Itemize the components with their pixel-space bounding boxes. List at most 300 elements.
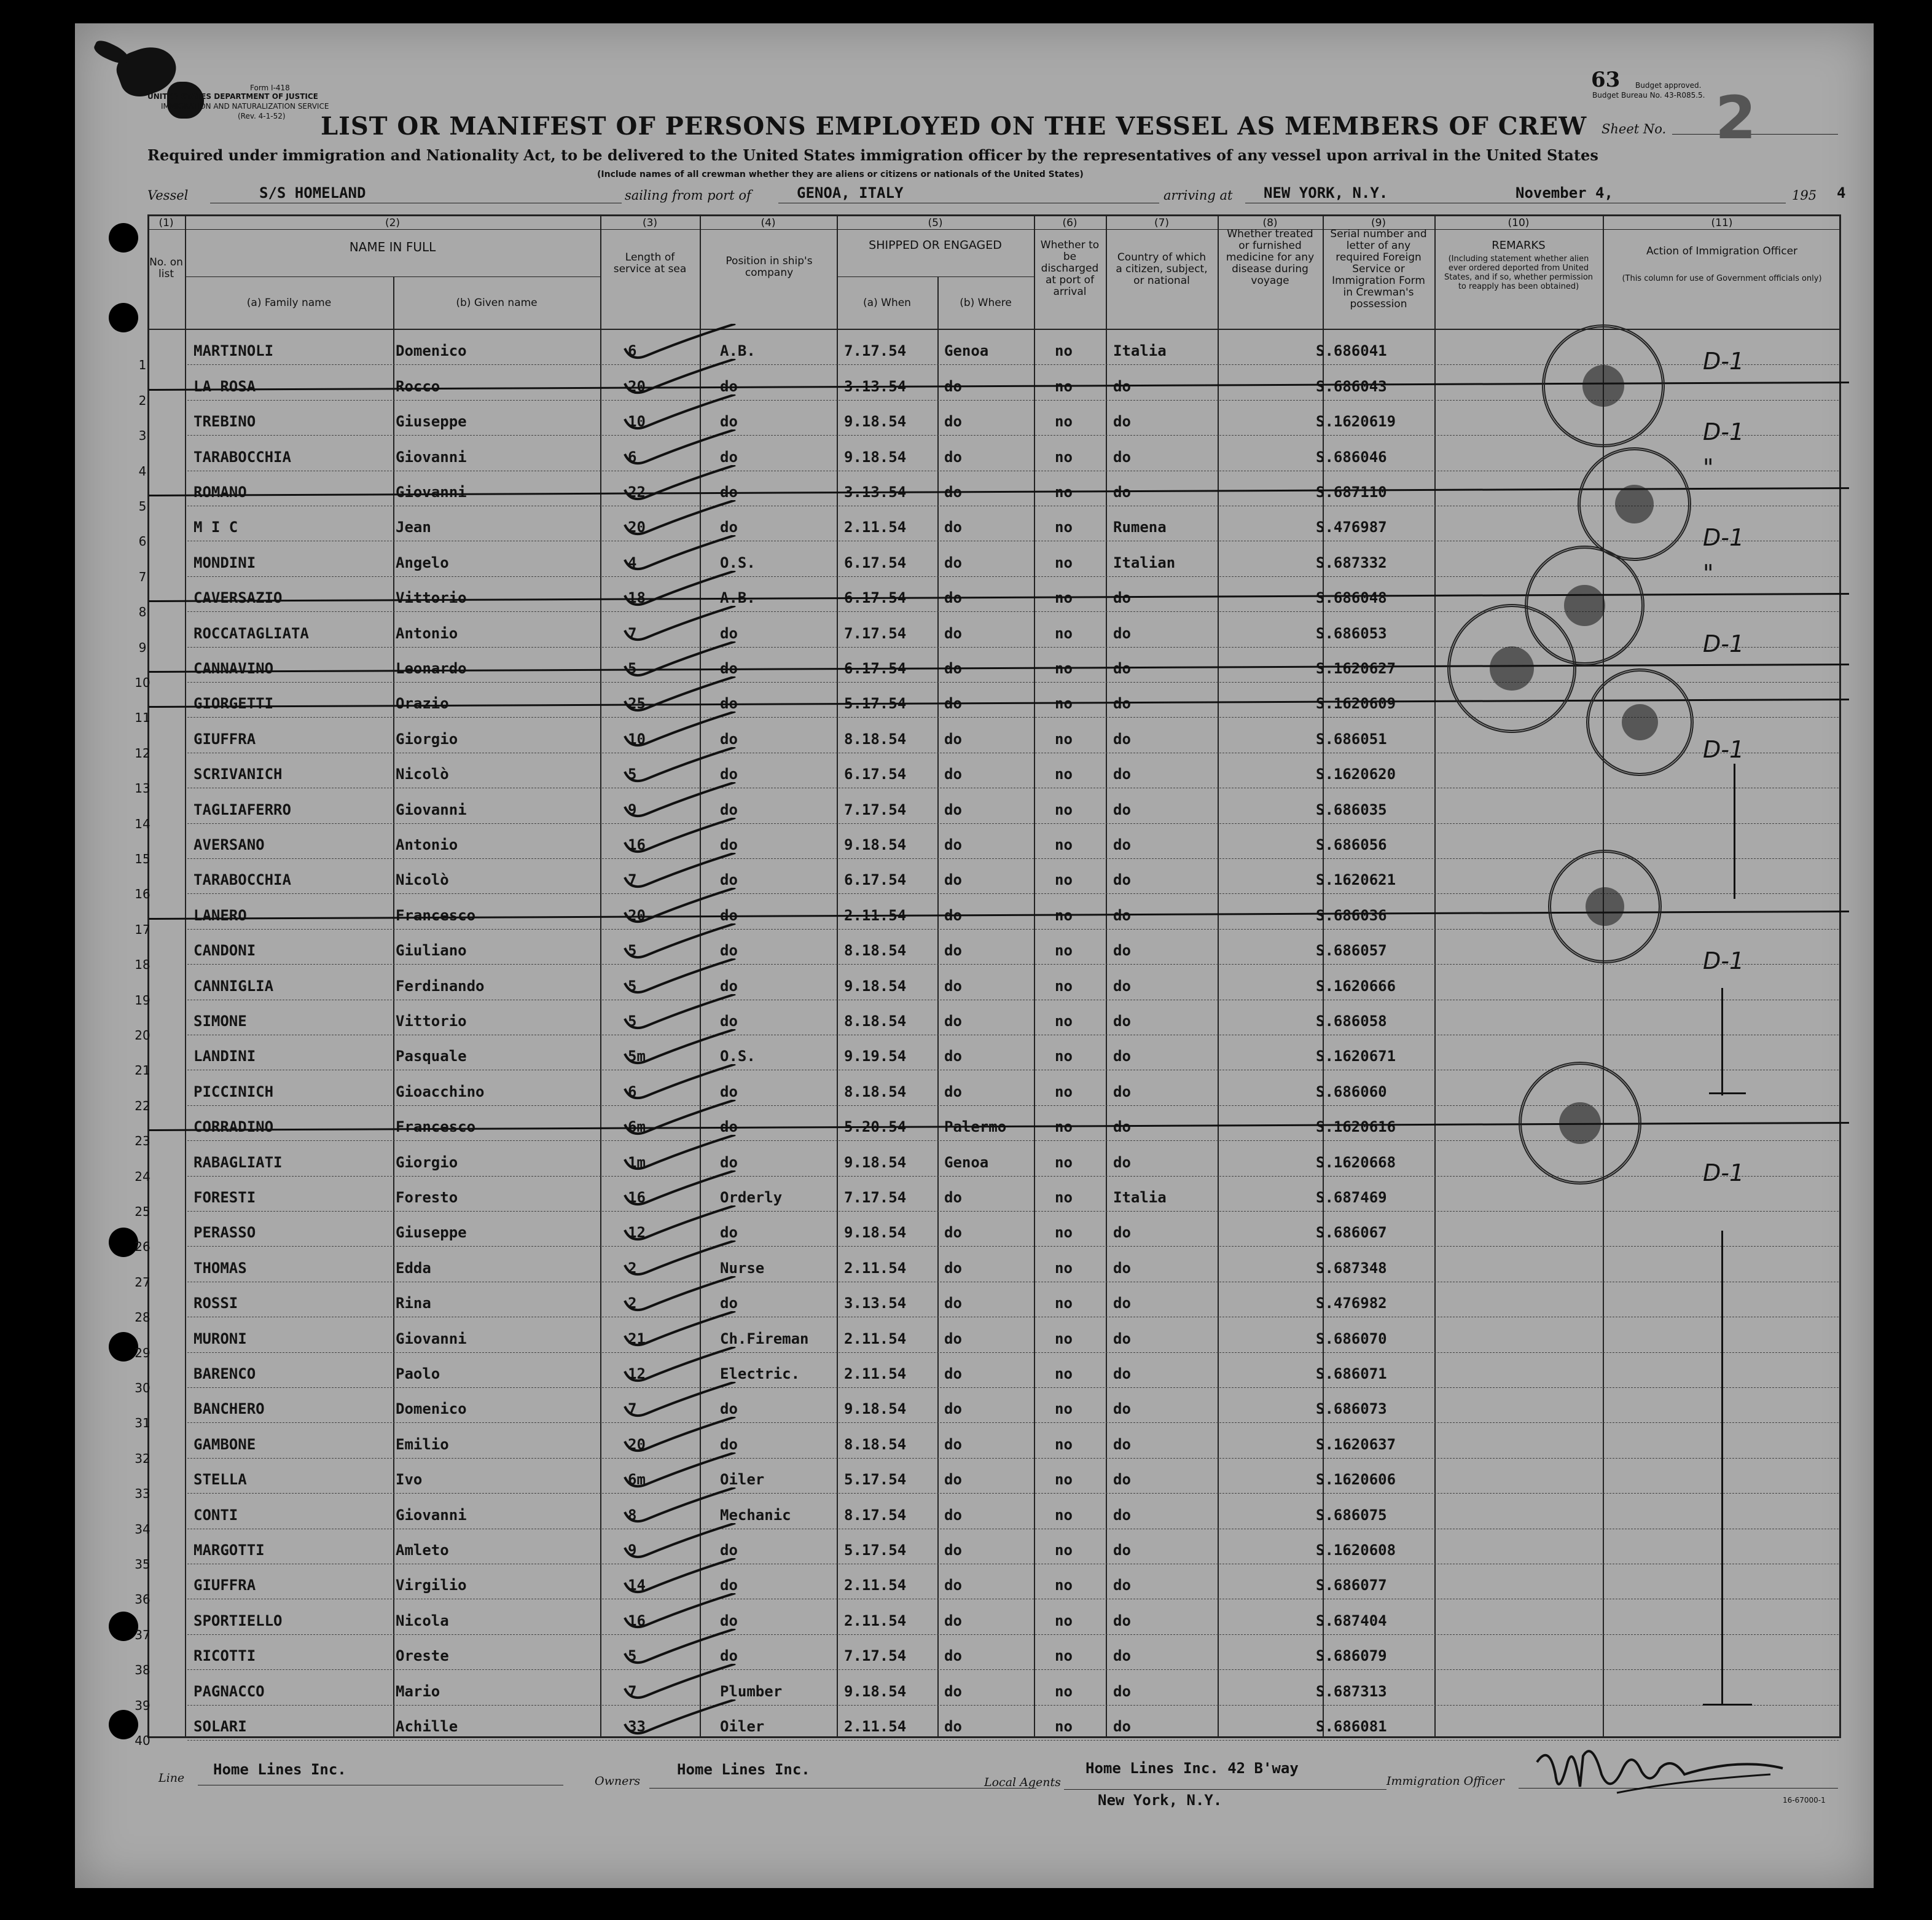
cell-service: 20 (628, 377, 646, 395)
cell-service: 5 (628, 1012, 637, 1030)
agency-line: UNITED STATES DEPARTMENT OF JUSTICE (147, 92, 318, 101)
year-suffix: 4 (1837, 184, 1846, 202)
col-header-no: No. on list (149, 256, 183, 280)
cell-position: do (720, 1577, 738, 1594)
page-title: LIST OR MANIFEST OF PERSONS EMPLOYED ON THE VESSEL AS MEMBERS OF CREW (321, 112, 1587, 141)
cell-family: CONTI (194, 1506, 238, 1524)
cell-given: Ferdinando (396, 977, 485, 995)
cell-family: M I C (194, 519, 238, 536)
row-number: 17 (135, 922, 151, 937)
cell-given: Francesco (396, 1118, 476, 1136)
cell-service: 10 (628, 730, 646, 748)
cell-disch: no (1055, 906, 1073, 924)
cell-given: Angelo (396, 554, 449, 571)
cell-disch: no (1055, 589, 1073, 607)
cell-when: 5.20.54 (844, 1118, 907, 1136)
approved-line: Budget approved. (1635, 81, 1702, 90)
cell-disch: no (1055, 1012, 1073, 1030)
cell-when: 3.13.54 (844, 377, 907, 395)
row-number: 39 (135, 1698, 151, 1713)
table-row (75, 1388, 1874, 1431)
cell-where: do (944, 836, 962, 853)
cell-when: 6.17.54 (844, 554, 907, 571)
row-number: 16 (135, 887, 151, 902)
cell-position: do (720, 906, 738, 924)
arrival-port: NEW YORK, N.Y. (1264, 184, 1388, 202)
cell-service: 16 (628, 1188, 646, 1206)
cell-action: D-1 (1703, 630, 1745, 657)
cell-disch: no (1055, 1682, 1073, 1700)
row-number: 23 (135, 1134, 151, 1149)
cell-serial: S.686081 (1316, 1717, 1387, 1735)
cell-disch: no (1055, 1118, 1073, 1136)
cell-where: do (944, 448, 962, 466)
cell-given: Giovanni (396, 1506, 467, 1524)
row-number: 40 (135, 1733, 151, 1748)
cell-given: Jean (396, 519, 431, 536)
cell-family: RABAGLIATI (194, 1153, 283, 1171)
row-number: 4 (138, 463, 147, 479)
table-row (75, 1459, 1874, 1502)
row-number: 10 (135, 675, 151, 690)
cell-family: MARGOTTI (194, 1541, 265, 1559)
cell-service: 25 (628, 695, 646, 713)
cell-position: do (720, 659, 738, 677)
cell-serial: S.687332 (1316, 554, 1387, 571)
cell-service: 6 (628, 448, 637, 466)
cell-given: Giovanni (396, 1330, 467, 1347)
consular-stamp-icon (1578, 447, 1691, 561)
cell-where: do (944, 624, 962, 642)
col-num: (5) (928, 217, 943, 229)
cell-position: do (720, 977, 738, 995)
cell-family: TARABOCCHIA (194, 448, 291, 466)
cell-action: D-1 (1703, 524, 1745, 552)
cell-service: 12 (628, 1224, 646, 1242)
cell-given: Orazio (396, 695, 449, 713)
row-number: 14 (135, 816, 151, 831)
cell-serial: S.1620609 (1316, 695, 1396, 713)
cell-serial: S.1620608 (1316, 1541, 1396, 1559)
cell-position: do (720, 483, 738, 501)
cell-when: 5.17.54 (844, 1541, 907, 1559)
table-row (75, 1599, 1874, 1642)
cell-family: ROSSI (194, 1295, 238, 1312)
cell-where: do (944, 1541, 962, 1559)
cell-serial: S.686060 (1316, 1083, 1387, 1100)
cell-where: do (944, 1188, 962, 1206)
cell-where: do (944, 483, 962, 501)
cell-where: do (944, 871, 962, 889)
cell-family: GIUFFRA (194, 730, 256, 748)
cell-country: do (1113, 871, 1131, 889)
cell-disch: no (1055, 1295, 1073, 1312)
cell-serial: S.1620666 (1316, 977, 1396, 995)
cell-country: do (1113, 801, 1131, 818)
cell-disch: no (1055, 1717, 1073, 1735)
cell-serial: S.687110 (1316, 483, 1387, 501)
cell-where: do (944, 1224, 962, 1242)
cell-service: 5 (628, 942, 637, 960)
cell-country: do (1113, 483, 1131, 501)
cell-when: 8.18.54 (844, 730, 907, 748)
cell-serial: S.1620619 (1316, 413, 1396, 431)
cell-country: do (1113, 1682, 1131, 1700)
form-id: Form I-418 (250, 84, 290, 92)
cell-family: PICCINICH (194, 1083, 274, 1100)
cell-country: do (1113, 448, 1131, 466)
action-mark (1709, 1092, 1746, 1094)
cell-serial: S.686053 (1316, 624, 1387, 642)
cell-serial: S.476982 (1316, 1295, 1387, 1312)
cell-where: do (944, 1295, 962, 1312)
cell-disch: no (1055, 342, 1073, 360)
cell-when: 3.13.54 (844, 483, 907, 501)
cell-where: do (944, 1083, 962, 1100)
cell-service: 2 (628, 1259, 637, 1277)
cell-family: GIUFFRA (194, 1577, 256, 1594)
cell-position: do (720, 1224, 738, 1242)
signature-icon (1525, 1738, 1795, 1811)
cell-where: do (944, 1330, 962, 1347)
cell-where: do (944, 695, 962, 713)
cell-position: A.B. (720, 342, 756, 360)
cell-given: Giovanni (396, 801, 467, 818)
agents-value-2: New York, N.Y. (1098, 1792, 1222, 1809)
cell-where: do (944, 659, 962, 677)
row-number: 26 (135, 1239, 151, 1255)
cell-position: O.S. (720, 1048, 756, 1065)
cell-serial: S.686041 (1316, 342, 1387, 360)
col-num: (8) (1262, 217, 1278, 229)
cell-where: do (944, 1400, 962, 1418)
table-row (75, 1317, 1874, 1360)
cell-serial: S.687469 (1316, 1188, 1387, 1206)
cell-disch: no (1055, 695, 1073, 713)
cell-given: Gioacchino (396, 1083, 485, 1100)
cell-country: do (1113, 942, 1131, 960)
cell-service: 7 (628, 871, 637, 889)
page-number: 63 (1591, 68, 1621, 92)
cell-serial: S.686075 (1316, 1506, 1387, 1524)
cell-when: 7.17.54 (844, 342, 907, 360)
col-note-action: (This column for use of Government officials only) (1622, 274, 1822, 283)
cell-service: 6 (628, 342, 637, 360)
vessel-label: Vessel (147, 188, 189, 203)
agents-label: Local Agents (984, 1776, 1061, 1789)
include-note: (Include names of all crewman whether they are aliens or citizens or nationals of the United States) (597, 170, 1084, 179)
cell-when: 6.17.54 (844, 871, 907, 889)
col-header-when: (a) When (863, 297, 911, 309)
cell-country: do (1113, 1435, 1131, 1453)
cell-where: do (944, 942, 962, 960)
cell-service: 6m (628, 1471, 646, 1489)
cell-service: 7 (628, 1682, 637, 1700)
cell-action: " (1703, 559, 1714, 587)
cell-disch: no (1055, 377, 1073, 395)
cell-disch: no (1055, 448, 1073, 466)
cell-serial: S.686067 (1316, 1224, 1387, 1242)
cell-serial: S.1620637 (1316, 1435, 1396, 1453)
cell-disch: no (1055, 1577, 1073, 1594)
cell-serial: S.687348 (1316, 1259, 1387, 1277)
cell-action: D-1 (1703, 947, 1745, 975)
table-row (75, 1282, 1874, 1325)
cell-position: do (720, 1153, 738, 1171)
cell-position: do (720, 730, 738, 748)
cell-position: do (720, 766, 738, 783)
departure-port: GENOA, ITALY (797, 184, 904, 202)
cell-family: THOMAS (194, 1259, 247, 1277)
cell-country: do (1113, 377, 1131, 395)
cell-when: 7.17.54 (844, 801, 907, 818)
cell-serial: S.686070 (1316, 1330, 1387, 1347)
table-row (75, 1353, 1874, 1395)
cell-when: 9.18.54 (844, 836, 907, 853)
agency-line: (Rev. 4-1-52) (238, 112, 286, 120)
cell-position: do (720, 519, 738, 536)
row-number: 19 (135, 992, 151, 1008)
cell-given: Oreste (396, 1647, 449, 1665)
row-number: 28 (135, 1310, 151, 1325)
cell-service: 21 (628, 1330, 646, 1347)
cell-country: do (1113, 1012, 1131, 1030)
cell-serial: S.686035 (1316, 801, 1387, 818)
cell-service: 4 (628, 554, 637, 571)
row-number: 15 (135, 851, 151, 866)
action-mark (1721, 1231, 1723, 1704)
row-number: 29 (135, 1345, 151, 1360)
cell-serial: S.686048 (1316, 589, 1387, 607)
cell-serial: S.686051 (1316, 730, 1387, 748)
cell-family: RICOTTI (194, 1647, 256, 1665)
cell-serial: S.1620627 (1316, 659, 1396, 677)
cell-service: 14 (628, 1577, 646, 1594)
cell-country: Italia (1113, 1188, 1167, 1206)
cell-country: Rumena (1113, 519, 1167, 536)
cell-given: Edda (396, 1259, 431, 1277)
cell-when: 6.17.54 (844, 659, 907, 677)
col-num: (2) (385, 217, 401, 229)
cell-family: PAGNACCO (194, 1682, 265, 1700)
cell-action: " (1703, 453, 1714, 481)
cell-where: do (944, 377, 962, 395)
vessel-name: S/S HOMELAND (259, 184, 366, 202)
cell-when: 2.11.54 (844, 1577, 907, 1594)
row-number: 34 (135, 1521, 151, 1537)
cell-disch: no (1055, 1048, 1073, 1065)
cell-position: do (720, 1612, 738, 1629)
cell-position: Oiler (720, 1717, 765, 1735)
cell-position: Mechanic (720, 1506, 791, 1524)
cell-given: Paolo (396, 1365, 440, 1382)
cell-position: do (720, 695, 738, 713)
cell-service: 10 (628, 413, 646, 431)
cell-when: 9.18.54 (844, 1400, 907, 1418)
cell-when: 2.11.54 (844, 1717, 907, 1735)
cell-service: 5 (628, 1647, 637, 1665)
cell-position: do (720, 836, 738, 853)
punch-hole (109, 223, 138, 253)
cell-disch: no (1055, 836, 1073, 853)
cell-family: ROMANO (194, 483, 247, 501)
cell-given: Amleto (396, 1541, 449, 1559)
cell-serial: S.1620606 (1316, 1471, 1396, 1489)
row-number: 37 (135, 1627, 151, 1642)
cell-position: do (720, 413, 738, 431)
cell-family: GAMBONE (194, 1435, 256, 1453)
cell-position: A.B. (720, 589, 756, 607)
cell-serial: S.1620616 (1316, 1118, 1396, 1136)
cell-position: do (720, 1647, 738, 1665)
agency-line: IMMIGRATION AND NATURALIZATION SERVICE (161, 102, 329, 111)
cell-country: do (1113, 1365, 1131, 1382)
cell-given: Vittorio (396, 1012, 467, 1030)
cell-country: do (1113, 1048, 1131, 1065)
cell-service: 20 (628, 906, 646, 924)
approved-line: Budget Bureau No. 43-R085.5. (1592, 91, 1705, 100)
table-row (75, 965, 1874, 1008)
sailing-label: sailing from port of (625, 188, 751, 203)
cell-serial: S.686071 (1316, 1365, 1387, 1382)
owners-value: Home Lines Inc. (677, 1761, 810, 1778)
cell-where: do (944, 1365, 962, 1382)
row-number: 13 (135, 781, 151, 796)
action-mark (1734, 764, 1735, 899)
cell-family: TAGLIAFERRO (194, 801, 291, 818)
cell-disch: no (1055, 977, 1073, 995)
col-header-serial: Serial number and letter of any required Foreign Service or Immigration Form in Crewman's possession (1330, 228, 1427, 310)
agents-value: Home Lines Inc. 42 B'way (1085, 1760, 1299, 1777)
subtitle: Required under immigration and Nationality Act, to be delivered to the United States immigration officer by the representatives of any vessel upon arrival in the United States (147, 146, 1598, 164)
cell-service: 33 (628, 1717, 646, 1735)
cell-position: Oiler (720, 1471, 765, 1489)
table-row (75, 1177, 1874, 1219)
cell-given: Leonardo (396, 659, 467, 677)
cell-disch: no (1055, 1400, 1073, 1418)
row-number: 9 (138, 640, 147, 655)
col-header-country: Country of which a citizen, subject, or national (1116, 251, 1208, 287)
cell-country: do (1113, 977, 1131, 995)
cell-family: ROCCATAGLIATA (194, 624, 309, 642)
cell-disch: no (1055, 554, 1073, 571)
row-number: 25 (135, 1204, 151, 1219)
cell-when: 8.18.54 (844, 1435, 907, 1453)
cell-country: do (1113, 659, 1131, 677)
cell-family: SIMONE (194, 1012, 247, 1030)
cell-family: MONDINI (194, 554, 256, 571)
cell-country: Italian (1113, 554, 1176, 571)
cell-when: 8.18.54 (844, 1083, 907, 1100)
cell-disch: no (1055, 1612, 1073, 1629)
sheet-number: 2 (1715, 84, 1756, 152)
consular-stamp-icon (1542, 324, 1665, 447)
cell-given: Rocco (396, 377, 440, 395)
cell-country: do (1113, 1506, 1131, 1524)
cell-country: do (1113, 1717, 1131, 1735)
cell-where: Genoa (944, 342, 989, 360)
cell-family: GIORGETTI (194, 695, 274, 713)
cell-when: 9.18.54 (844, 1153, 907, 1171)
cell-country: do (1113, 906, 1131, 924)
cell-serial: S.687313 (1316, 1682, 1387, 1700)
cell-position: Ch.Fireman (720, 1330, 809, 1347)
cell-given: Pasquale (396, 1048, 467, 1065)
cell-family: LANERO (194, 906, 247, 924)
cell-position: do (720, 377, 738, 395)
row-number: 18 (135, 957, 151, 973)
row-number: 5 (138, 498, 147, 514)
cell-disch: no (1055, 1541, 1073, 1559)
cell-given: Francesco (396, 906, 476, 924)
cell-position: do (720, 1400, 738, 1418)
cell-disch: no (1055, 413, 1073, 431)
cell-service: 6 (628, 1083, 637, 1100)
cell-serial: S.686057 (1316, 942, 1387, 960)
cell-family: SOLARI (194, 1717, 247, 1735)
table-row (75, 788, 1874, 831)
col-header-remarks: REMARKS (1492, 239, 1546, 252)
cell-country: do (1113, 1612, 1131, 1629)
cell-position: do (720, 1541, 738, 1559)
col-num: (7) (1154, 217, 1170, 229)
cell-position: do (720, 801, 738, 818)
cell-given: Antonio (396, 624, 458, 642)
cell-given: Virgilio (396, 1577, 467, 1594)
cell-when: 2.11.54 (844, 1259, 907, 1277)
cell-when: 2.11.54 (844, 519, 907, 536)
cell-where: do (944, 1506, 962, 1524)
cell-position: O.S. (720, 554, 756, 571)
cell-disch: no (1055, 730, 1073, 748)
cell-disch: no (1055, 1435, 1073, 1453)
cell-position: do (720, 1295, 738, 1312)
cell-family: SCRIVANICH (194, 766, 283, 783)
cell-where: do (944, 1717, 962, 1735)
cell-disch: no (1055, 1471, 1073, 1489)
table-row (75, 1247, 1874, 1290)
cell-disch: no (1055, 659, 1073, 677)
cell-given: Giuseppe (396, 1224, 467, 1242)
cell-disch: no (1055, 871, 1073, 889)
col-num: (4) (761, 217, 776, 229)
cell-given: Giuseppe (396, 413, 467, 431)
cell-family: TREBINO (194, 413, 256, 431)
cell-when: 2.11.54 (844, 1612, 907, 1629)
cell-when: 5.17.54 (844, 1471, 907, 1489)
cell-disch: no (1055, 1330, 1073, 1347)
cell-serial: S.686077 (1316, 1577, 1387, 1594)
row-number: 30 (135, 1380, 151, 1395)
col-note-remarks: (Including statement whether alien ever ordered deported from United States, and if so, whether permission to reapply has been obtained) (1444, 254, 1594, 291)
table-row (75, 1035, 1874, 1078)
cell-when: 8.18.54 (844, 942, 907, 960)
table-row (75, 1212, 1874, 1255)
cell-family: LA ROSA (194, 377, 256, 395)
cell-serial: S.686073 (1316, 1400, 1387, 1418)
cell-family: AVERSANO (194, 836, 265, 853)
cell-action: D-1 (1703, 418, 1745, 446)
cell-when: 7.17.54 (844, 1188, 907, 1206)
cell-service: 5 (628, 766, 637, 783)
cell-family: FORESTI (194, 1188, 256, 1206)
cell-disch: no (1055, 624, 1073, 642)
cell-where: do (944, 519, 962, 536)
cell-disch: no (1055, 1647, 1073, 1665)
cell-when: 9.18.54 (844, 1224, 907, 1242)
cell-country: Italia (1113, 342, 1167, 360)
line-label: Line (158, 1771, 185, 1785)
